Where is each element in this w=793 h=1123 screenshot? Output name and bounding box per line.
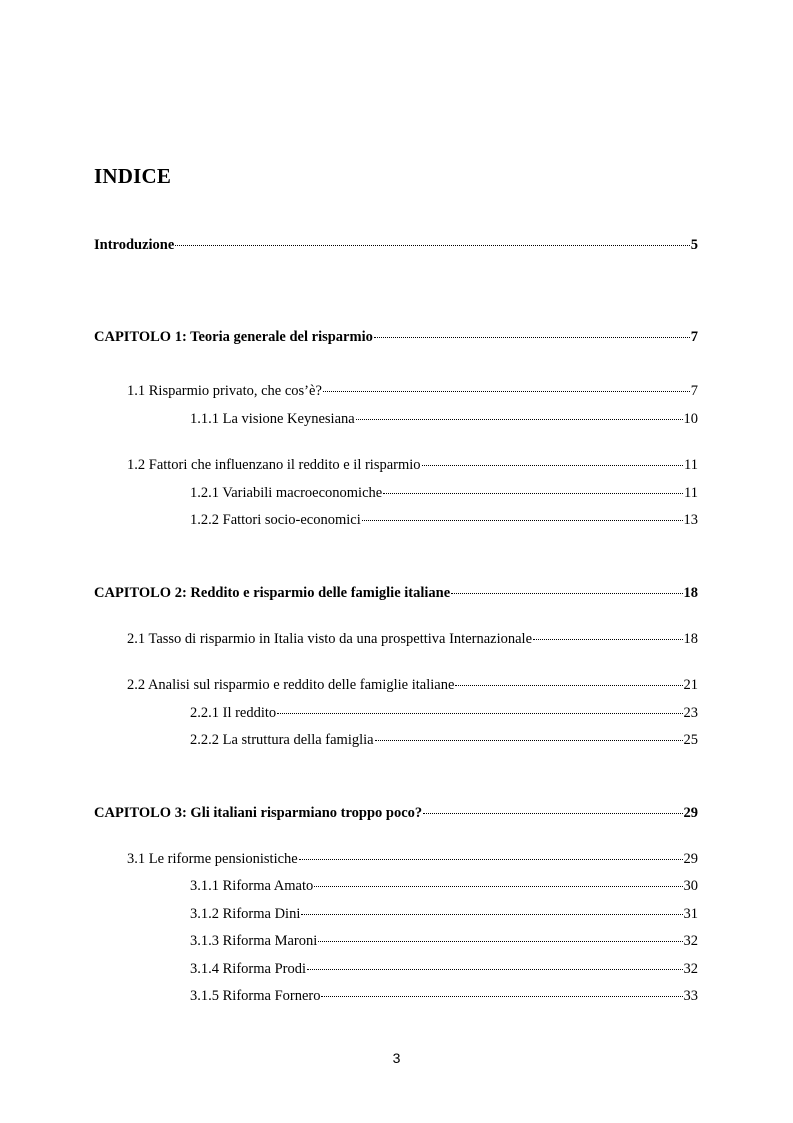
- toc-entry-label: 3.1.1 Riforma Amato: [190, 878, 314, 894]
- toc-entry-label: 3.1.3 Riforma Maroni: [190, 933, 318, 949]
- toc-entry-page: 29: [683, 851, 698, 867]
- dot-leader: [323, 390, 690, 392]
- toc-section-entry: [127, 456, 698, 474]
- toc-subsection-entry: [190, 511, 698, 529]
- dot-leader: [375, 739, 683, 741]
- toc-entry-label: 3.1 Le riforme pensionistiche: [127, 851, 298, 867]
- toc-entry-label: 1.2.1 Variabili macroeconomiche: [190, 485, 383, 501]
- dot-leader: [314, 885, 682, 887]
- toc-entry-label: 3.1.5 Riforma Fornero: [190, 988, 321, 1004]
- toc-entry-label: 1.1.1 La visione Keynesiana: [190, 411, 355, 427]
- toc-entry-page: 5: [690, 237, 698, 253]
- dot-leader: [533, 638, 682, 640]
- dot-leader: [455, 684, 682, 686]
- toc-entry-page: 33: [683, 988, 698, 1004]
- dot-leader: [356, 418, 683, 420]
- dot-leader: [422, 464, 683, 466]
- dot-leader: [423, 812, 682, 814]
- toc-entry-page: 23: [683, 705, 698, 721]
- toc-entry-page: 32: [683, 933, 698, 949]
- toc-entry-page: 30: [683, 878, 698, 894]
- dot-leader: [383, 492, 683, 494]
- toc-chapter-entry: [94, 804, 698, 822]
- toc-subsection-entry: [190, 987, 698, 1005]
- toc-entry-page: 31: [683, 906, 698, 922]
- toc-entry-label: 3.1.4 Riforma Prodi: [190, 961, 306, 977]
- dot-leader: [307, 968, 683, 970]
- toc-chapter-entry: [94, 328, 698, 346]
- toc-entry-page: 18: [683, 631, 698, 647]
- toc-entry-label: CAPITOLO 2: Reddito e risparmio delle famiglie italiane: [94, 585, 451, 601]
- toc-entry-page: 10: [683, 411, 698, 427]
- dot-leader: [301, 913, 682, 915]
- toc-subsection-entry: [190, 905, 698, 923]
- toc-entry-page: 25: [683, 732, 698, 748]
- dot-leader: [318, 940, 682, 942]
- toc-entry-page: 13: [683, 512, 698, 528]
- toc-section-entry: [127, 382, 698, 400]
- toc-section-entry: [127, 630, 698, 648]
- toc-entry-page: 7: [690, 329, 698, 345]
- toc-section-entry: [127, 850, 698, 868]
- toc-entry-label: CAPITOLO 3: Gli italiani risparmiano troppo poco?: [94, 805, 423, 821]
- page-number: 3: [392, 1050, 401, 1066]
- toc-entry-label: 2.2 Analisi sul risparmio e reddito delle famiglie italiane: [127, 677, 455, 693]
- dot-leader: [362, 519, 683, 521]
- dot-leader: [277, 712, 682, 714]
- toc-subsection-entry: [190, 960, 698, 978]
- dot-leader: [175, 244, 689, 246]
- toc-entry-label: CAPITOLO 1: Teoria generale del risparmio: [94, 329, 373, 345]
- dot-leader: [321, 995, 682, 997]
- toc-section-entry: [127, 676, 698, 694]
- toc-subsection-entry: [190, 731, 698, 749]
- toc-entry-page: 7: [690, 383, 698, 399]
- toc-entry-page: 11: [684, 485, 698, 501]
- dot-leader: [451, 592, 682, 594]
- toc-entry-page: 21: [683, 677, 698, 693]
- toc-entry-label: 2.2.1 Il reddito: [190, 705, 277, 721]
- toc-entry-page: 32: [683, 961, 698, 977]
- index-title: INDICE: [94, 164, 172, 188]
- toc-entry-label: 3.1.2 Riforma Dini: [190, 906, 301, 922]
- toc-chapter-entry: [94, 236, 698, 254]
- toc-chapter-entry: [94, 584, 698, 602]
- toc-entry-label: 2.2.2 La struttura della famiglia: [190, 732, 374, 748]
- toc-entry-page: 11: [684, 457, 698, 473]
- toc-subsection-entry: [190, 484, 698, 502]
- dot-leader: [374, 336, 690, 338]
- toc-entry-label: 1.2 Fattori che influenzano il reddito e il risparmio: [127, 457, 421, 473]
- toc-subsection-entry: [190, 932, 698, 950]
- toc-entry-label: 1.1 Risparmio privato, che cos’è?: [127, 383, 322, 399]
- toc-entry-label: Introduzione: [94, 237, 175, 253]
- toc-subsection-entry: [190, 704, 698, 722]
- toc-subsection-entry: [190, 410, 698, 428]
- toc-entry-page: 29: [683, 805, 698, 821]
- toc-entry-label: 1.2.2 Fattori socio-economici: [190, 512, 361, 528]
- toc-subsection-entry: [190, 877, 698, 895]
- toc-entry-label: 2.1 Tasso di risparmio in Italia visto da una prospettiva Internazionale: [127, 631, 533, 647]
- toc-entry-page: 18: [683, 585, 698, 601]
- dot-leader: [299, 858, 683, 860]
